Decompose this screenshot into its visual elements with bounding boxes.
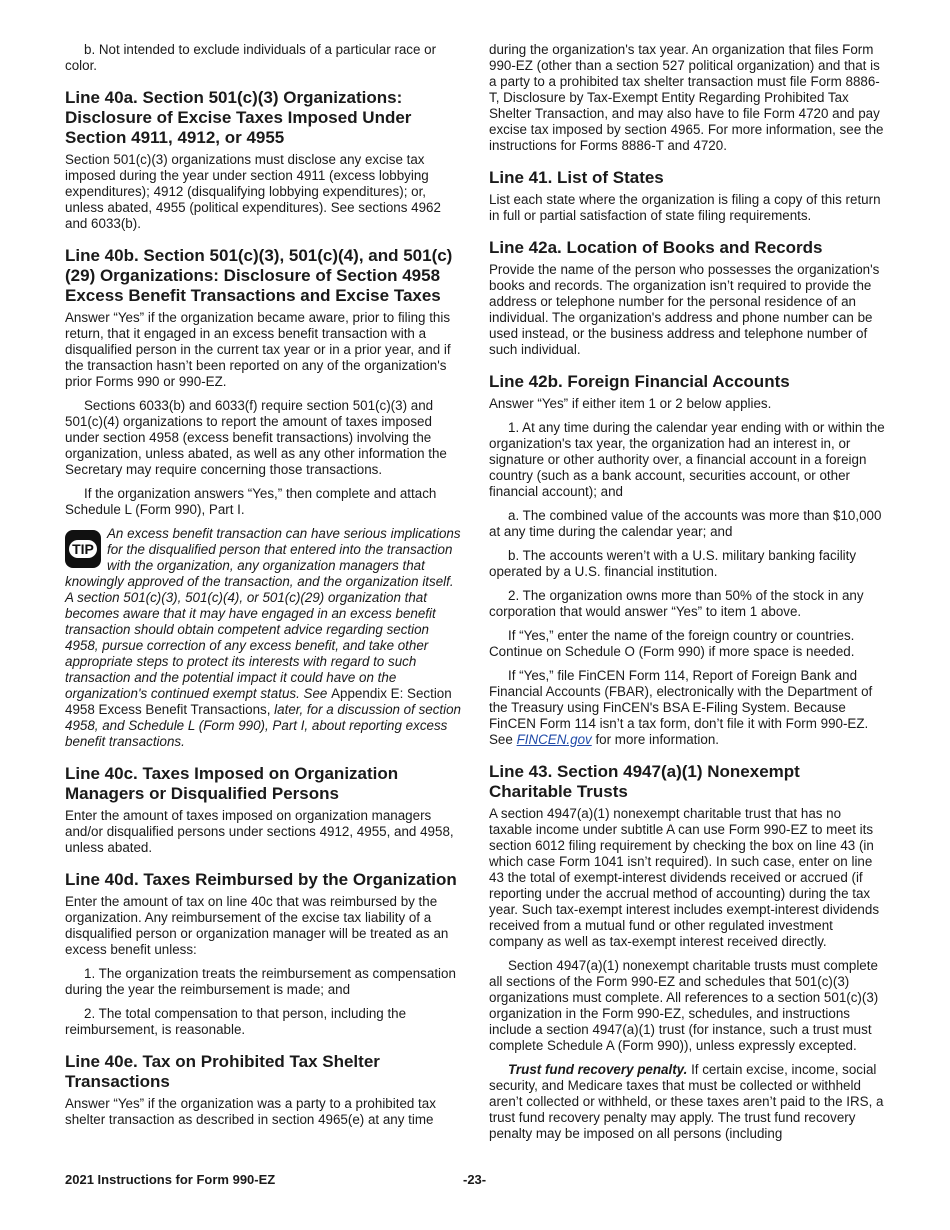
paragraph-40b-1: Answer “Yes” if the organization became aware, prior to filing this return, that it engaged in an excess benefit transaction with a disqualified person in the current tax year or in a prior year, and if the transaction hasn’t been reported on any of the organization's prior Forms 990 or 990-EZ.: [65, 310, 451, 389]
heading-line-40a: Line 40a. Section 501(c)(3) Organizations: Disclosure of Excise Taxes Imposed Under Section 4911, 4912, or 4955: [65, 88, 412, 147]
paragraph-b-color: b. Not intended to exclude individuals of a particular race or color.: [65, 42, 437, 73]
paragraph-42b-a: a. The combined value of the accounts was more than $10,000 at any time during the calendar year; and: [489, 508, 882, 539]
heading-line-42a: Line 42a. Location of Books and Records: [489, 238, 823, 257]
heading-line-40c: Line 40c. Taxes Imposed on Organization Managers or Disqualified Persons: [65, 764, 399, 803]
paragraph-40d-1: Enter the amount of tax on line 40c that was reimbursed by the organization. Any reimbursement of the excise tax liability of a disqualified person or organization manager will be treated as an excess benefit unless:: [65, 894, 449, 957]
heading-line-43: Line 43. Section 4947(a)(1) Nonexempt Charitable Trusts: [489, 762, 800, 801]
paragraph-40e-continued: during the organization's tax year. An organization that files Form 990-EZ (other than a section 527 political organization) and that is a party to a prohibited tax shelter transaction must file Form 8886-T, Disclosure by Tax-Exempt Entity Regarding Prohibited Tax Shelter Transaction, and may also have to file Form 4720 and pay excise tax imposed by section 4965. For more information, see the instructions for Forms 8886-T and 4720.: [489, 42, 884, 153]
paragraph-41: List each state where the organization is filing a copy of this return in full or partial satisfaction of state filing requirements.: [489, 192, 881, 223]
fincen-text-a: If “Yes,” file FinCEN Form 114, Report of Foreign Bank and Financial Accounts (FBAR), electronically with the Department of the Treasury using FinCEN's BSA E-Filing System. Because FinCEN Form 114 isn’t a tax form, don’t file it with Form 990-EZ. See: [489, 668, 873, 747]
paragraph-42b-1: 1. At any time during the calendar year ending with or within the organization's tax year, the organization had an interest in, or signature or other authority over, a financial account in a foreign country (such as a bank account, securities account, or other financial account); and: [489, 420, 885, 499]
tip-text-b: Appendix E: Section 4958 Excess Benefit Transactions,: [65, 686, 452, 717]
paragraph-42a: Provide the name of the person who possesses the organization's books and records. The organization isn’t required to provide the address or telephone number for the personal residence of an individual. The organization's address and phone number can be used instead, or the business address and telephone number of such individual.: [489, 262, 880, 357]
paragraph-42b-2: 2. The organization owns more than 50% of the stock in any corporation that would answer “Yes” to item 1 above.: [489, 588, 864, 619]
page-number: -23-: [463, 1172, 487, 1187]
paragraph-40b-2: Sections 6033(b) and 6033(f) require section 501(c)(3) and 501(c)(4) organizations to report the amount of taxes imposed under section 4958 (excess benefit transactions) involving the organization, unless abated, as well as any other information the Secretary may require concerning those transactions.: [65, 398, 447, 477]
tip-text-c: later, for a discussion of section 4958, and Schedule L (Form 990), Part I, about reporting excess benefit transactions.: [65, 702, 461, 749]
paragraph-40c: Enter the amount of taxes imposed on organization managers and/or disqualified persons under sections 4912, 4955, and 4958, unless abated.: [65, 808, 454, 855]
right-column: [489, 42, 887, 1150]
paragraph-43-2: Section 4947(a)(1) nonexempt charitable trusts must complete all sections of the Form 990-EZ and schedules that 501(c)(3) organizations must complete. All references to a section 501(c)(3) organization in the Form 990-EZ, schedules, and instructions include a section 4947(a)(1) trust (for instance, such a trust must complete Schedule A (Form 990)), unless expressly excepted.: [489, 958, 879, 1053]
paragraph-40d-3: 2. The total compensation to that person, including the reimbursement, is reasonable.: [65, 1006, 407, 1037]
fincen-link[interactable]: FINCEN.gov: [516, 732, 592, 747]
paragraph-40e: Answer “Yes” if the organization was a party to a prohibited tax shelter transaction as described in section 4965(e) at any time: [65, 1096, 436, 1127]
heading-line-42b: Line 42b. Foreign Financial Accounts: [489, 372, 790, 391]
paragraph-42b-4: [489, 668, 887, 748]
trust-fund-penalty-text: If certain excise, income, social security, and Medicare taxes that must be collected or withheld aren’t collected or withheld, or these taxes aren’t paid to the IRS, a trust fund recovery penalty may apply. The trust fund recovery penalty may be imposed on all persons (including: [489, 1062, 884, 1141]
heading-line-40d: Line 40d. Taxes Reimbursed by the Organization: [65, 870, 457, 889]
tip-icon: TIP: [65, 530, 101, 568]
heading-line-40b: Line 40b. Section 501(c)(3), 501(c)(4), and 501(c)(29) Organizations: Disclosure of Section 4958 Excess Benefit Transactions and Excise Taxes: [65, 246, 453, 305]
page-footer: [65, 1172, 887, 1187]
paragraph-40a: Section 501(c)(3) organizations must disclose any excise tax imposed during the year under section 4911 (excess lobbying expenditures); 4912 (disqualifying lobbying expenditures); or, unless abated, 4955 (political expenditures). See sections 4962 and 6033(b).: [65, 152, 441, 231]
paragraph-43-1: A section 4947(a)(1) nonexempt charitable trust that has no taxable income under subtitle A can use Form 990-EZ to meet its section 6012 filing requirement by checking the box on line 43 (in which case Form 1041 isn’t required). In such case, enter on line 43 the total of exempt-interest dividends received or accrued (if reporting under the accrual method of accounting) during the tax year. Such tax-exempt interest includes exempt-interest dividends received from a mutual fund or other regulated investment company as well as tax-exempt interest received directly.: [489, 806, 880, 949]
paragraph-40b-3: If the organization answers “Yes,” then complete and attach Schedule L (Form 990), Part I.: [65, 486, 437, 517]
paragraph-40d-2: 1. The organization treats the reimbursement as compensation during the year the reimbursement is made; and: [65, 966, 456, 997]
trust-fund-penalty-heading: Trust fund recovery penalty.: [508, 1062, 688, 1077]
paragraph-42b-3: If “Yes,” enter the name of the foreign country or countries. Continue on Schedule O (Form 990) if more space is needed.: [489, 628, 855, 659]
heading-line-40e: Line 40e. Tax on Prohibited Tax Shelter Transactions: [65, 1052, 380, 1091]
paragraph-43-3: [489, 1062, 887, 1142]
fincen-text-b: for more information.: [595, 732, 719, 747]
paragraph-42b-0: Answer “Yes” if either item 1 or 2 below applies.: [489, 396, 772, 411]
footer-title: 2021 Instructions for Form 990-EZ: [65, 1172, 276, 1187]
left-column: [65, 42, 463, 1136]
tip-box: [65, 526, 463, 750]
paragraph-42b-b: b. The accounts weren’t with a U.S. military banking facility operated by a U.S. financial institution.: [489, 548, 857, 579]
tip-text-a: An excess benefit transaction can have serious implications for the disqualified person that entered into the transaction with the organization, any organization managers that knowingly approved of the transaction, and the organization itself. A section 501(c)(3), 501(c)(4), or 501(c)(29) organization that becomes aware that it may have engaged in an excess benefit transaction should obtain competent advice regarding section 4958, pursue correction of any excess benefit, and take other appropriate steps to protect its interests with regard to such transaction and the potential impact it could have on the organization's continued exempt status. See: [65, 526, 461, 701]
heading-line-41: Line 41. List of States: [489, 168, 664, 187]
